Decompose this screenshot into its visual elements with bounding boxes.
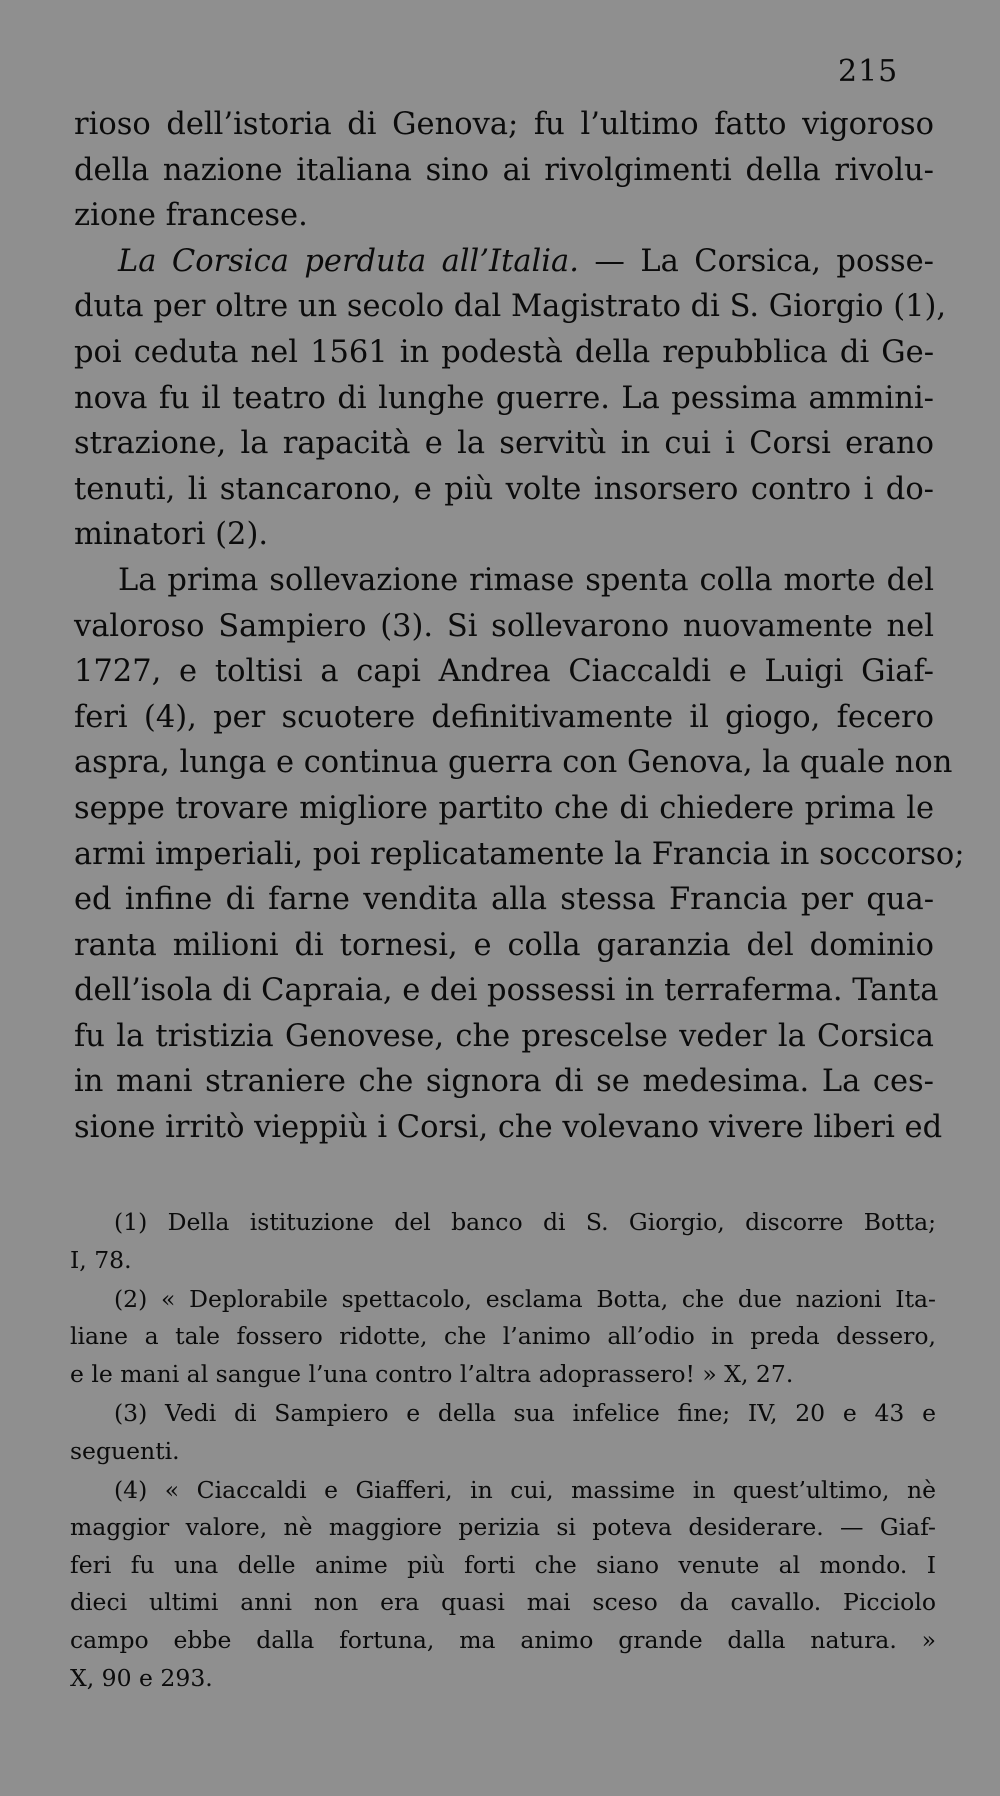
text-line: rioso dell’istoria di Genova; fu l’ultimo fatto vigoroso [74,107,934,142]
text-line: feri (4), per scuotere definitivamente il giogo, fecero [74,699,934,735]
footnote-line: liane a tale fossero ridotte, che l’animo all’odio in preda dessero, [70,1322,936,1351]
text-line: dell’isola di Capraia, e dei possessi in terraferma. Tanta [74,973,939,1009]
text-line: seppe trovare migliore partito che di chiedere prima le [74,790,934,826]
text-line: ed infine di farne vendita alla stessa Francia per qua- [74,882,934,918]
section-heading-line: La Corsica perduta all’Italia. — La Corsica, posse- [118,243,934,279]
footnotes [70,1204,936,1697]
text-line: La prima sollevazione rimase spenta colla morte del [118,562,934,598]
main-text [74,102,965,1151]
text-line: duta per oltre un secolo dal Magistrato di S. Giorgio (1), [74,289,947,325]
text-line: zione francese. [74,198,308,234]
text-line: armi imperiali, poi replicatamente la Francia in soccorso; [74,836,965,872]
footnote-line: campo ebbe dalla fortuna, ma animo grande dalla natura. » [70,1626,936,1655]
footnote-line: (1) Della istituzione del banco di S. Giorgio, discorre Botta; [114,1208,936,1236]
footnote-line: X, 90 e 293. [70,1663,213,1692]
text-line: nova fu il teatro di lunghe guerre. La pessima ammini- [74,380,934,416]
text-line: della nazione italiana sino ai rivolgimenti della rivolu- [74,152,934,188]
footnote-line: e le mani al sangue l’una contro l’altra adoprassero! » X, 27. [70,1359,794,1388]
text-line: valoroso Sampiero (3). Si sollevarono nuovamente nel [74,608,934,644]
text-line: sione irritò vieppiù i Corsi, che volevano vivere liberi ed [74,1110,943,1146]
footnote-line: seguenti. [70,1436,180,1465]
footnote-line: (3) Vedi di Sampiero e della sua infelice fine; IV, 20 e 43 e [114,1398,936,1427]
text-line: poi ceduta nel 1561 in podestà della repubblica di Ge- [74,334,934,370]
text-line: tenuti, li stancarono, e più volte insorsero contro i do- [74,471,934,507]
footnote-line: maggior valore, nè maggiore perizia si poteva desiderare. — Giaf- [70,1513,936,1542]
footnote-line: feri fu una delle anime più forti che siano venute al mondo. I [70,1550,936,1579]
text-line: strazione, la rapacità e la servitù in cui i Corsi erano [74,426,934,462]
text-line: fu la tristizia Genovese, che prescelse veder la Corsica [74,1018,934,1054]
text-line: minatori (2). [74,517,269,553]
page-number: 215 [838,54,899,89]
text-line: 1727, e toltisi a capi Andrea Ciaccaldi e Luigi Giaf- [74,654,934,690]
footnote-line: (2) « Deplorabile spettacolo, esclama Botta, che due nazioni Ita- [114,1284,936,1313]
footnote-line: (4) « Ciaccaldi e Giafferi, in cui, massime in quest’ultimo, nè [114,1475,936,1504]
text-line: in mani straniere che signora di se medesima. La ces- [74,1064,934,1100]
text-line: ranta milioni di tornesi, e colla garanzia del dominio [74,927,934,963]
section-title: La Corsica perduta all’Italia. [118,243,579,279]
footnote-line: dieci ultimi anni non era quasi mai sceso da cavallo. Picciolo [70,1588,936,1617]
text-line: aspra, lunga e continua guerra con Genova, la quale non [74,745,953,781]
footnote-line: I, 78. [70,1245,132,1274]
